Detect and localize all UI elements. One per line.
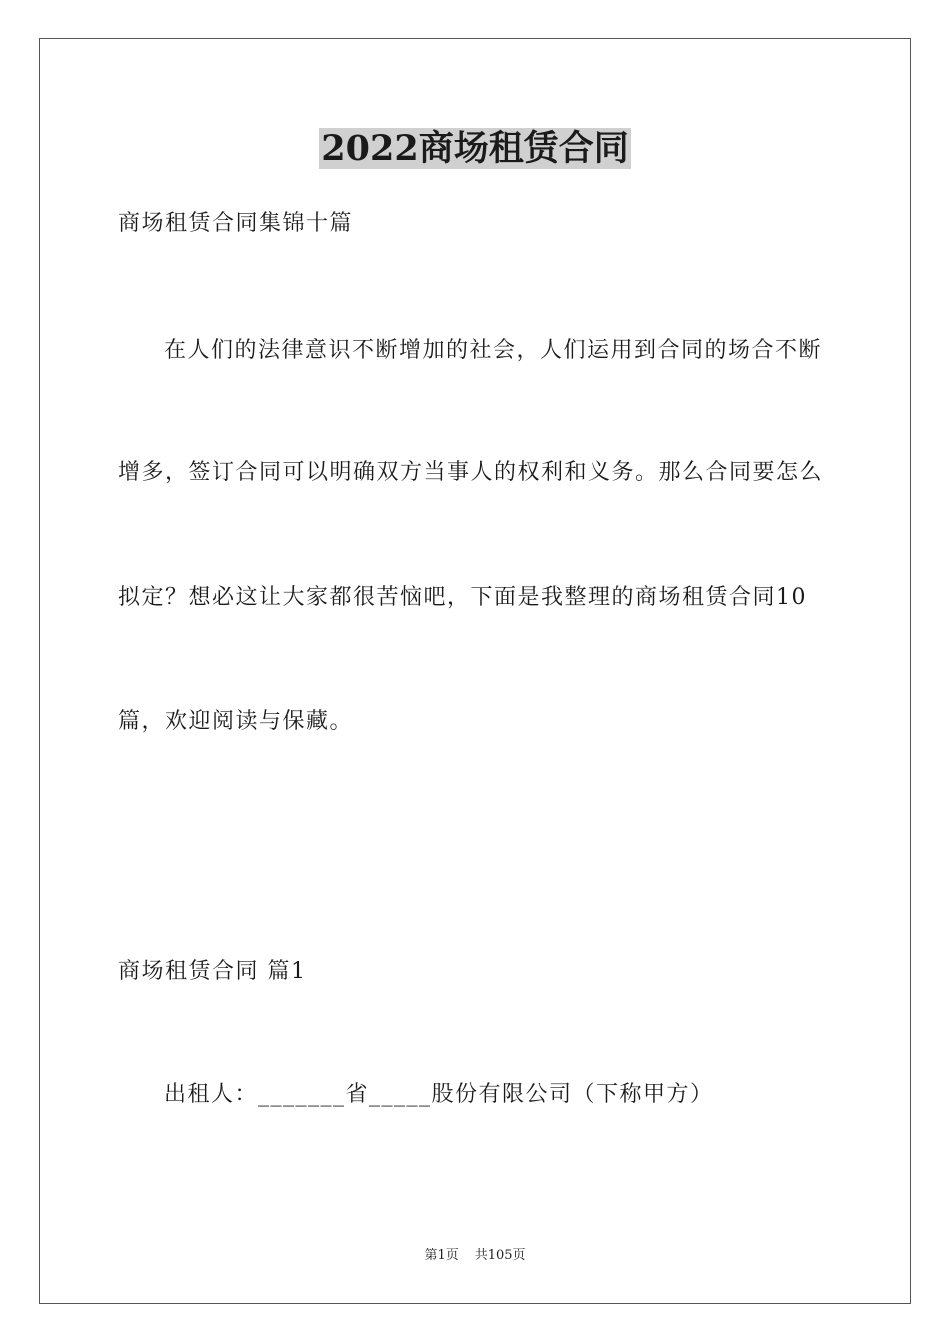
document-title [0, 126, 950, 172]
page-footer [0, 1247, 950, 1265]
document-subtitle: 商场租赁合同集锦十篇 [118, 211, 354, 236]
intro-line-4: 篇，欢迎阅读与保藏。 [118, 709, 354, 734]
lessor-line: 出租人：_______省_____股份有限公司（下称甲方） [164, 1082, 714, 1107]
intro-line-3: 拟定？想必这让大家都很苦恼吧，下面是我整理的商场租赁合同10 [118, 585, 807, 610]
page-total: 共105页 [474, 1248, 526, 1263]
document-title-text: 2022商场租赁合同 [321, 128, 629, 169]
section-heading: 商场租赁合同 篇1 [118, 959, 307, 984]
intro-line-2: 增多，签订合同可以明确双方当事人的权利和义务。那么合同要怎么 [118, 460, 824, 485]
page-number: 第1页 [424, 1248, 459, 1263]
intro-line-1: 在人们的法律意识不断增加的社会，人们运用到合同的场合不断 [164, 338, 823, 363]
